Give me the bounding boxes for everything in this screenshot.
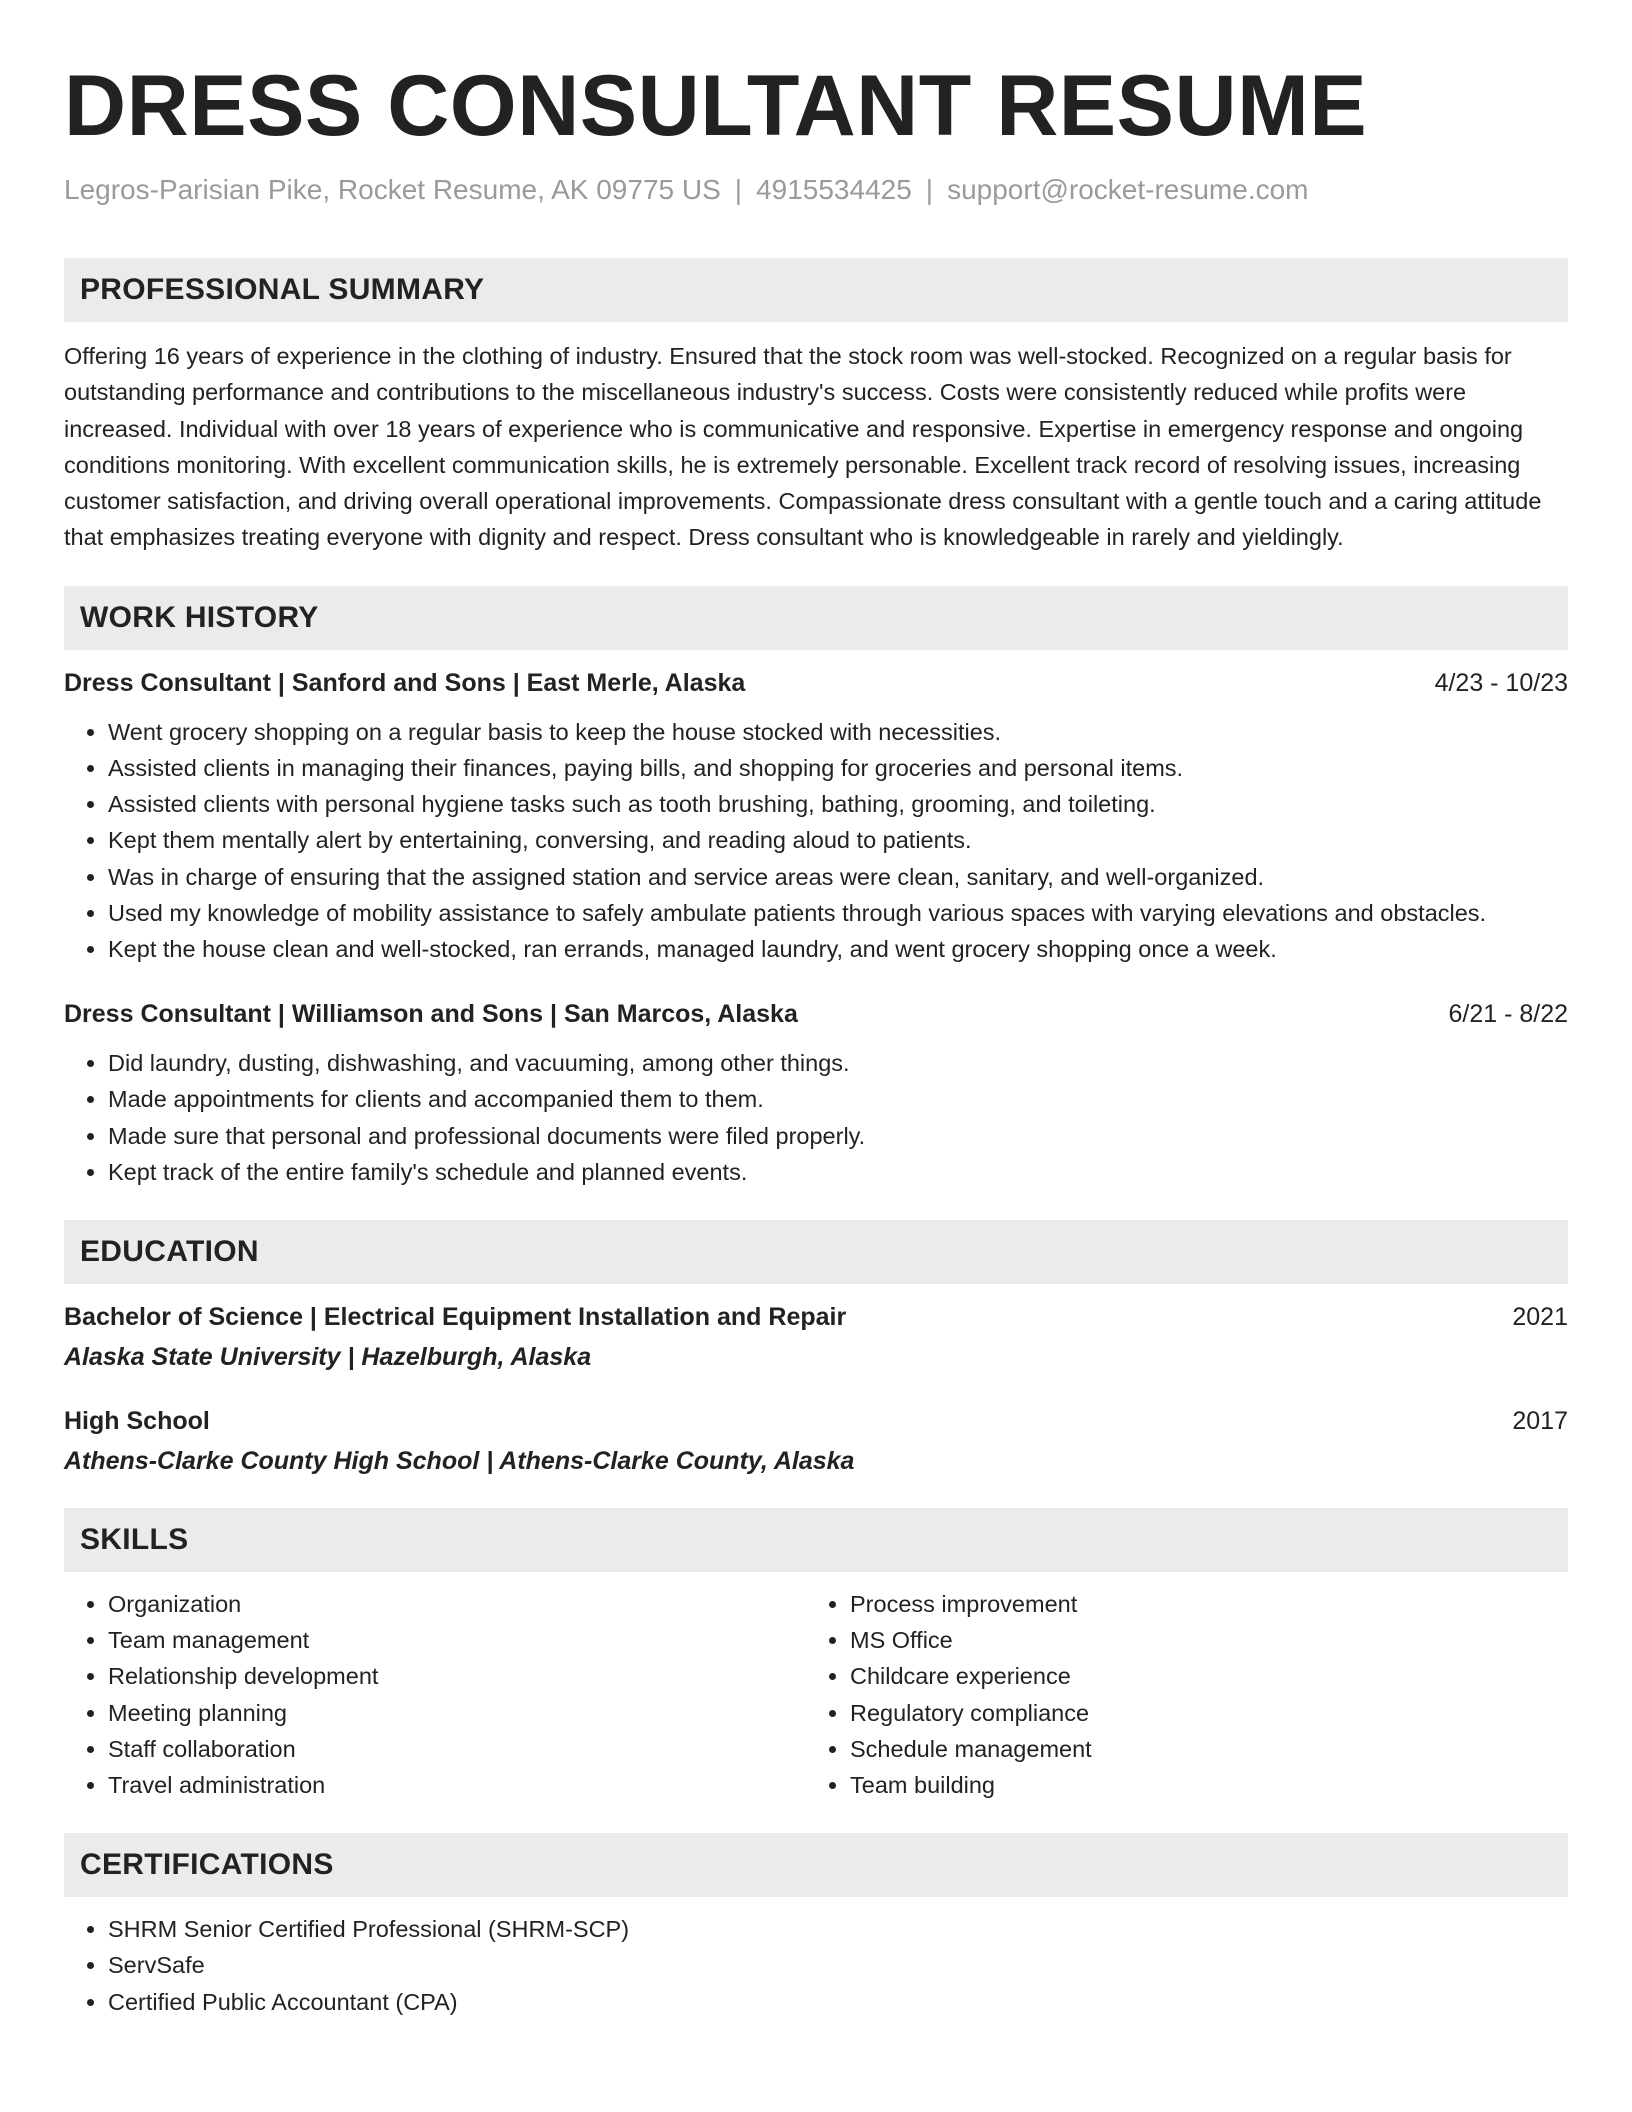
section-header-work: WORK HISTORY <box>64 586 1568 650</box>
section-professional-summary <box>64 258 1568 556</box>
job-bullet: • Made sure that personal and professional documents were filed properly. <box>108 1118 1568 1154</box>
job-entry <box>64 997 1568 1190</box>
section-certifications <box>64 1833 1568 2020</box>
job-bullet: • Kept them mentally alert by entertaining, conversing, and reading aloud to patients. <box>108 822 1568 858</box>
job-heading-row <box>64 997 1568 1031</box>
skill-item: • Regulatory compliance <box>850 1695 1548 1731</box>
section-header-education: EDUCATION <box>64 1220 1568 1284</box>
certification-list <box>64 1911 1568 2020</box>
skills-column-right <box>806 1586 1548 1803</box>
education-heading-row <box>64 1404 1568 1438</box>
job-bullet: • Used my knowledge of mobility assistance to safely ambulate patients through various spaces with varying elevations and obstacles. <box>108 895 1568 931</box>
contact-line <box>64 172 1568 208</box>
job-bullet: • Was in charge of ensuring that the assigned station and service areas were clean, sanitary, and well-organized. <box>108 859 1568 895</box>
education-school: Athens-Clarke County High School | Athens-Clarke County, Alaska <box>64 1447 855 1476</box>
job-bullet: • Made appointments for clients and accompanied them to them. <box>108 1081 1568 1117</box>
certification-item: • ServSafe <box>108 1947 1568 1983</box>
education-year: 2021 <box>1512 1303 1568 1332</box>
skills-grid <box>64 1586 1568 1803</box>
section-header-certifications: CERTIFICATIONS <box>64 1833 1568 1897</box>
summary-text: Offering 16 years of experience in the clothing of industry. Ensured that the stock room was well-stocked. Recognized on a regular basis for outstanding performance and contributions to the miscellaneous industry's success. Costs were consistently reduced while profits were increased. Individual with over 18 years of experience who is communicative and responsive. Expertise in emergency response and ongoing conditions monitoring. With excellent communication skills, he is extremely personable. Excellent track record of resolving issues, increasing customer satisfaction, and driving overall operational improvements. Compassionate dress consultant with a gentle touch and a caring attitude that emphasizes treating everyone with dignity and respect. Dress consultant who is knowledgeable in rarely and yieldingly. <box>64 343 1542 551</box>
job-bullet: • Kept track of the entire family's schedule and planned events. <box>108 1154 1568 1190</box>
education-heading-row <box>64 1300 1568 1334</box>
section-header-skills: SKILLS <box>64 1508 1568 1572</box>
job-bullet: • Assisted clients in managing their finances, paying bills, and shopping for groceries and personal items. <box>108 750 1568 786</box>
education-school: Alaska State University | Hazelburgh, Alaska <box>64 1343 592 1372</box>
education-degree: Bachelor of Science | Electrical Equipment Installation and Repair <box>64 1303 847 1332</box>
education-degree: High School <box>64 1407 210 1436</box>
section-header-summary: PROFESSIONAL SUMMARY <box>64 258 1568 322</box>
skill-item: • Organization <box>108 1586 806 1622</box>
job-bullet: • Did laundry, dusting, dishwashing, and vacuuming, among other things. <box>108 1045 1568 1081</box>
education-entry <box>64 1404 1568 1478</box>
resume-title: DRESS CONSULTANT RESUME <box>64 58 1368 154</box>
section-skills <box>64 1508 1568 1803</box>
job-bullet: • Assisted clients with personal hygiene tasks such as tooth brushing, bathing, grooming, and toileting. <box>108 786 1568 822</box>
skills-column-left <box>64 1586 806 1803</box>
job-heading-row <box>64 666 1568 700</box>
section-work-history <box>64 586 1568 1190</box>
education-year: 2017 <box>1512 1407 1568 1436</box>
contact-phone: 4915534425 <box>756 174 912 205</box>
skill-item: • Staff collaboration <box>108 1731 806 1767</box>
job-bullet: • Kept the house clean and well-stocked, ran errands, managed laundry, and went grocery shopping once a week. <box>108 931 1568 967</box>
contact-email: support@rocket-resume.com <box>947 174 1309 205</box>
job-bullet: • Went grocery shopping on a regular basis to keep the house stocked with necessities. <box>108 714 1568 750</box>
job-entry <box>64 666 1568 967</box>
certification-item: • SHRM Senior Certified Professional (SHRM-SCP) <box>108 1911 1568 1947</box>
job-bullets <box>64 1045 1568 1190</box>
skill-item: • Relationship development <box>108 1658 806 1694</box>
contact-separator: | <box>734 174 743 205</box>
job-title: Dress Consultant | Sanford and Sons | East Merle, Alaska <box>64 668 746 697</box>
job-dates: 6/21 - 8/22 <box>1448 1000 1568 1029</box>
job-title: Dress Consultant | Williamson and Sons | San Marcos, Alaska <box>64 1000 798 1029</box>
section-education <box>64 1220 1568 1478</box>
skill-item: • MS Office <box>850 1622 1548 1658</box>
job-dates: 4/23 - 10/23 <box>1434 668 1568 697</box>
education-entry <box>64 1300 1568 1374</box>
skill-item: • Travel administration <box>108 1767 806 1803</box>
skill-item: • Team management <box>108 1622 806 1658</box>
skill-item: • Childcare experience <box>850 1658 1548 1694</box>
certification-item: • Certified Public Accountant (CPA) <box>108 1984 1568 2020</box>
job-bullets <box>64 714 1568 967</box>
skill-item: • Team building <box>850 1767 1548 1803</box>
skill-item: • Meeting planning <box>108 1695 806 1731</box>
contact-address: Legros-Parisian Pike, Rocket Resume, AK 09775 US <box>64 174 721 205</box>
contact-separator: | <box>925 174 934 205</box>
skill-item: • Schedule management <box>850 1731 1548 1767</box>
skill-item: • Process improvement <box>850 1586 1548 1622</box>
